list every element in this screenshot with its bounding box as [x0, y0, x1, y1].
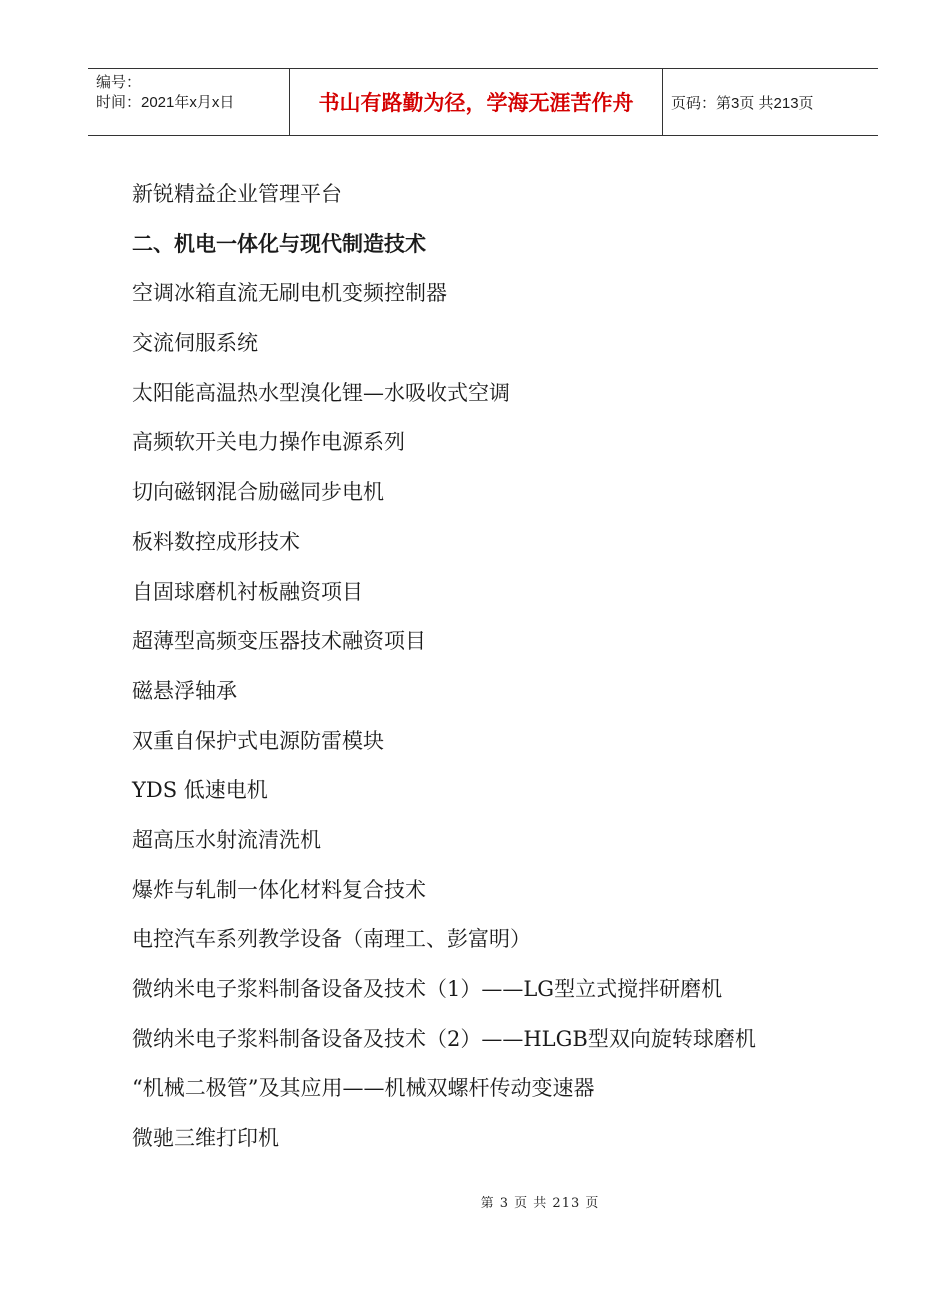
header-motto: 书山有路勤为径，学海无涯苦作舟 — [318, 91, 634, 115]
document-number-label: 编号： — [96, 74, 142, 91]
list-item: 高频软开关电力操作电源系列 — [132, 430, 405, 455]
list-item: “机械二极管”及其应用——机械双螺杆传动变速器 — [132, 1076, 595, 1101]
header-motto-cell — [290, 69, 663, 135]
list-item: 磁悬浮轴承 — [132, 678, 237, 703]
list-item: 交流伺服系统 — [132, 331, 258, 356]
footer-page-number: 第 3 页 共 213 页 — [480, 1196, 600, 1211]
list-item: 电控汽车系列教学设备（南理工、彭富明） — [132, 927, 531, 952]
page-footer — [0, 1192, 950, 1211]
list-item: 爆炸与轧制一体化材料复合技术 — [132, 877, 426, 902]
list-item: 双重自保护式电源防雷模块 — [132, 728, 384, 753]
list-item: 新锐精益企业管理平台 — [132, 182, 342, 206]
list-item: 太阳能高温热水型溴化锂—水吸收式空调 — [132, 380, 510, 405]
header-meta-cell — [88, 69, 290, 135]
list-item: 微纳米电子浆料制备设备及技术（2）——HLGB型双向旋转球磨机 — [132, 1026, 756, 1051]
document-header — [88, 68, 878, 136]
header-page-info: 页码：第3页 共213页 — [671, 94, 814, 112]
list-item: 微纳米电子浆料制备设备及技术（1）——LG型立式搅拌研磨机 — [132, 977, 723, 1001]
document-body — [132, 176, 832, 1170]
list-item: 自固球磨机衬板融资项目 — [132, 579, 363, 604]
document-time-label: 时间：2021年x月x日 — [96, 94, 235, 111]
list-item: 超薄型高频变压器技术融资项目 — [132, 629, 426, 654]
list-item: 微驰三维打印机 — [132, 1126, 279, 1151]
header-page-cell — [663, 69, 878, 135]
list-item: 空调冰箱直流无刷电机变频控制器 — [132, 281, 447, 306]
list-item: YDS 低速电机 — [132, 778, 268, 803]
list-item: 切向磁钢混合励磁同步电机 — [132, 480, 384, 505]
list-item: 超高压水射流清洗机 — [132, 827, 321, 852]
section-heading: 二、机电一体化与现代制造技术 — [132, 231, 426, 256]
list-item: 板料数控成形技术 — [132, 529, 300, 554]
